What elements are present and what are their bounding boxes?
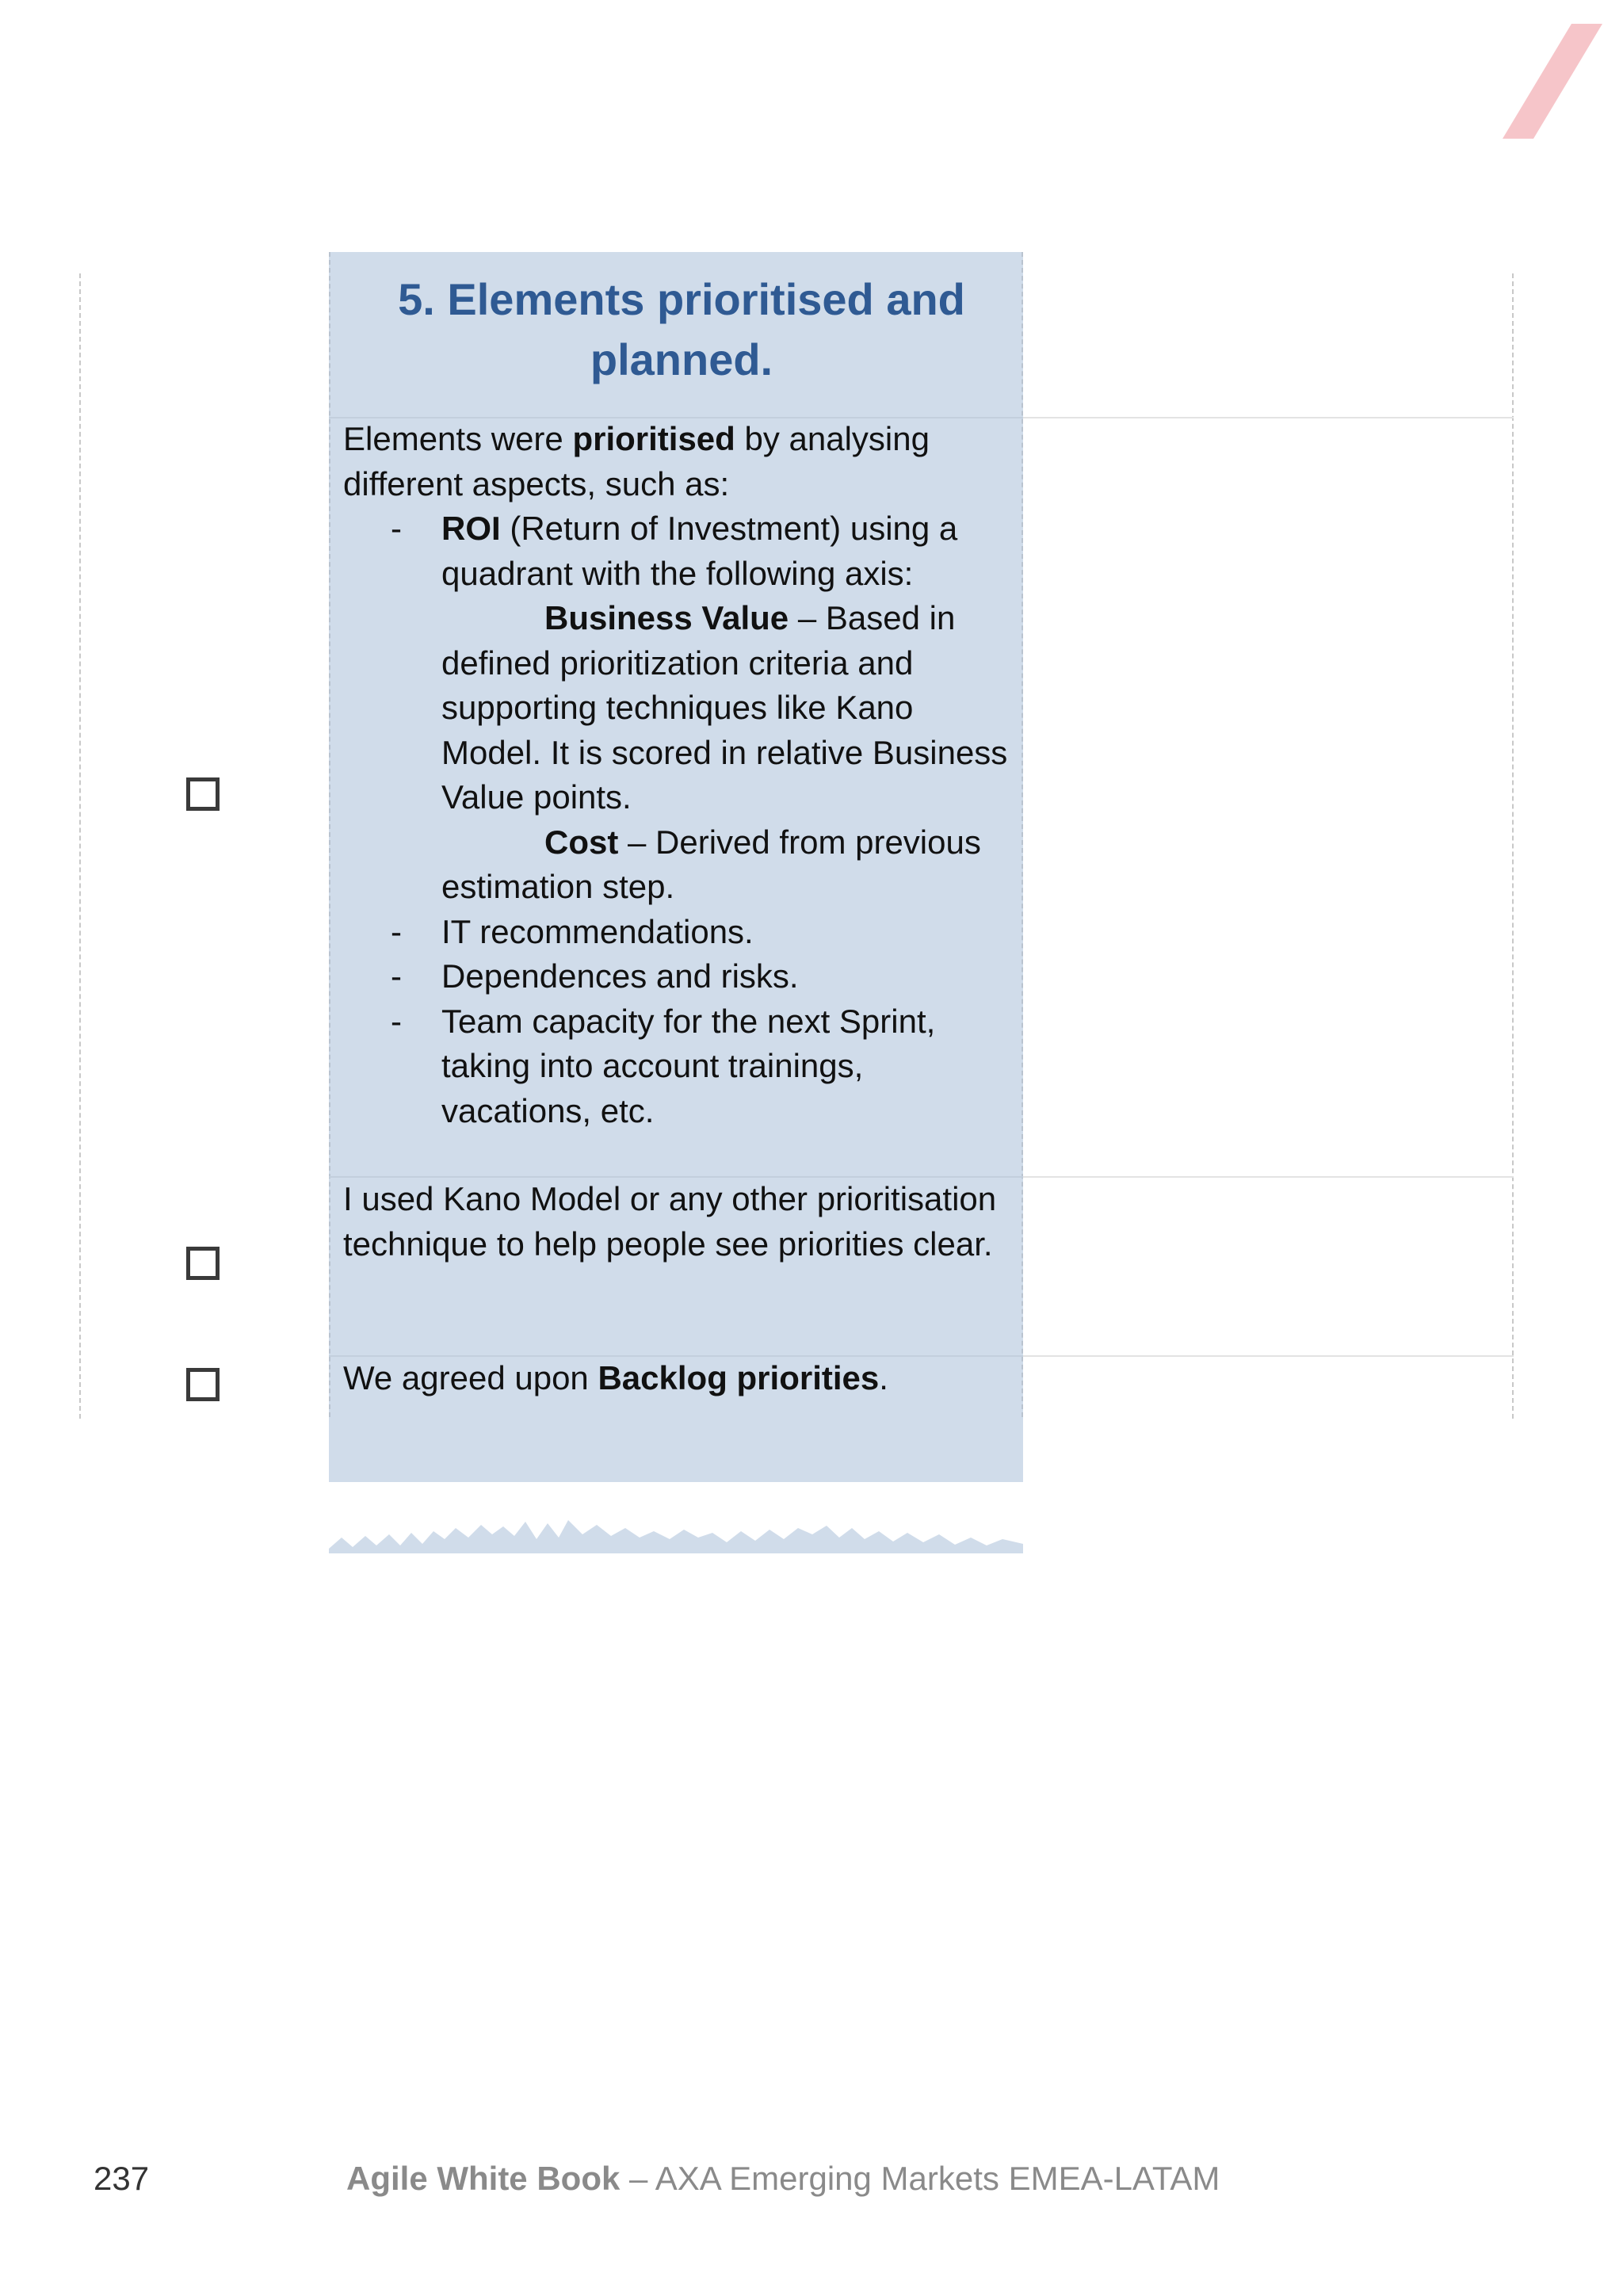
bullet-roi: - ROI (Return of Investment) using a quadrant with the following axis: Business Value – Based in defined prioritization criteria and supporting techniques like Kano Model. It is scored in relative Business Value points. Cost – Derived from previous estimation step.	[391, 510, 1008, 905]
row-divider	[1022, 1355, 1514, 1357]
item-2-text: I used Kano Model or any other prioritisation technique to help people see priorities clear.	[343, 1180, 997, 1263]
bullet-team-capacity: - Team capacity for the next Sprint, taking into account trainings, vacations, etc.	[391, 1002, 936, 1129]
page-number: 237	[94, 2160, 150, 2197]
table-left-border	[79, 273, 81, 1419]
torn-paper-edge	[329, 1482, 1023, 1561]
row-divider	[1022, 1176, 1514, 1178]
row-divider	[1022, 417, 1514, 418]
footer-title: Agile White Book – AXA Emerging Markets EMEA-LATAM	[346, 2160, 1220, 2197]
item-1-intro: Elements were prioritised by analysing different aspects, such as:	[343, 420, 930, 502]
checkbox-item-1[interactable]	[186, 777, 220, 811]
section-title: 5. Elements prioritised and planned.	[398, 274, 965, 384]
panel-right-border	[1022, 252, 1023, 1417]
bullet-dependences: - Dependences and risks.	[391, 957, 799, 995]
bullet-it-recommendations: - IT recommendations.	[391, 912, 754, 950]
table-right-border	[1512, 273, 1514, 1419]
checkbox-item-3[interactable]	[186, 1368, 220, 1401]
item-1-text	[343, 417, 1009, 1133]
checkbox-item-2[interactable]	[186, 1247, 220, 1280]
corner-stripe-decoration	[0, 0, 1623, 159]
item-3-text: We agreed upon Backlog priorities.	[343, 1359, 888, 1396]
panel-left-border	[329, 252, 330, 1417]
